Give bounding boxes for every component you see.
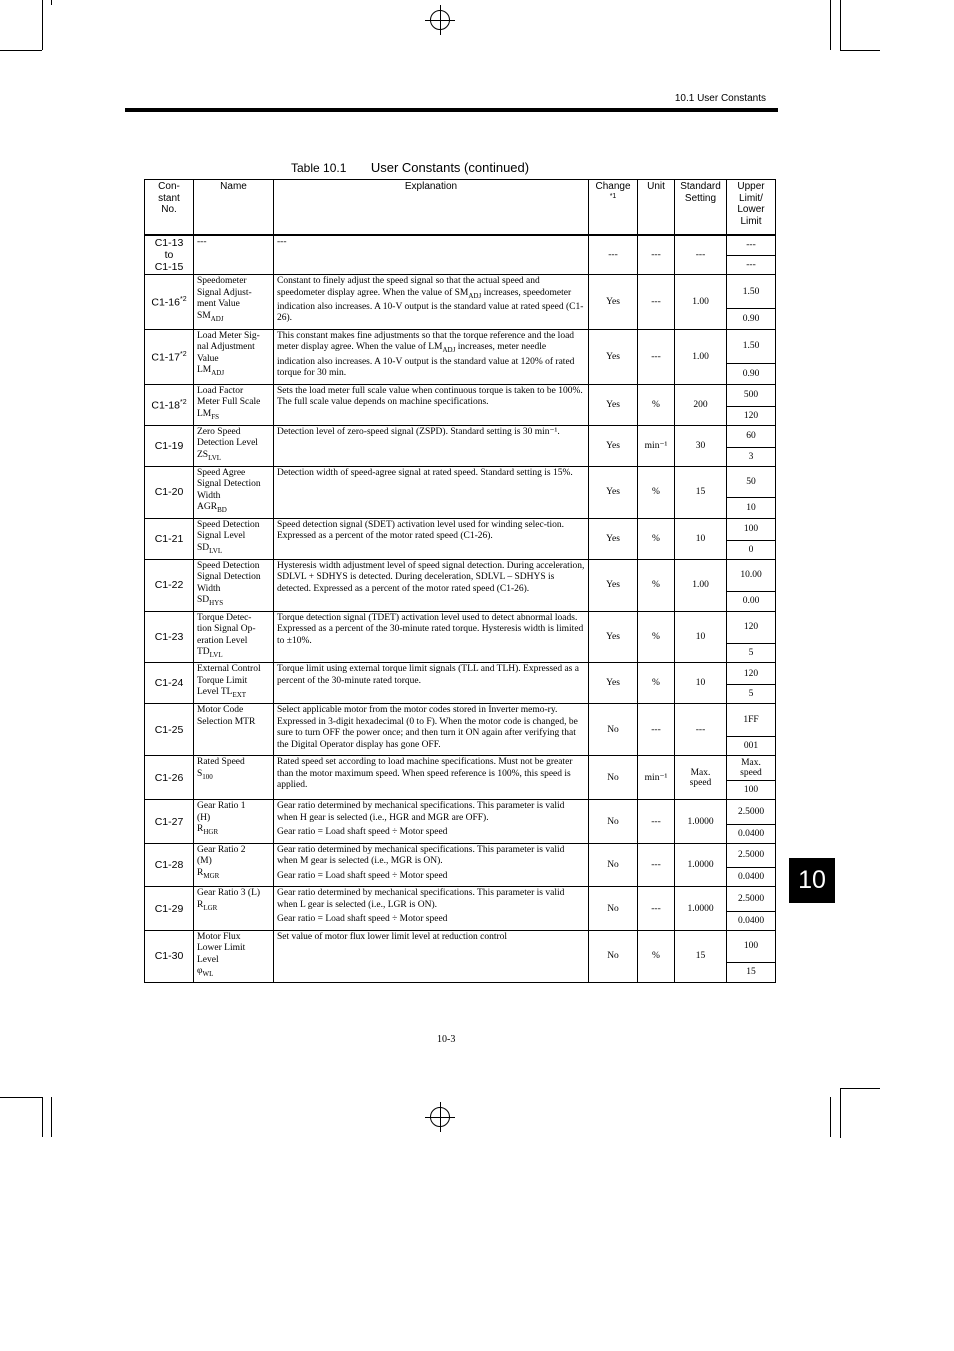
lower-limit-cell: 0.0400: [727, 824, 776, 843]
explanation-cell: Constant to finely adjust the speed signal so that the actual speed and speedometer display agree. When the value of $SM_{ADJ}$ increases, speedometer indication also increases. A 10-V output is the standard value at rated speed (C1-26).: [274, 275, 589, 330]
col-header-standard: Standard Setting: [675, 180, 727, 236]
constant-number-cell: C1-28: [145, 843, 194, 887]
lower-limit-cell: 120: [727, 406, 776, 425]
lower-limit-cell: 0.0400: [727, 867, 776, 887]
lower-limit-cell: 100: [727, 781, 776, 800]
unit-cell: ---: [638, 843, 675, 887]
explanation-cell: Hysteresis width adjustment level of speed signal detection. During acceleration, SDLVL + SDHYS is detected. During deceleration, SDLVL – SDHYS is detected. Expressed as a percent of the motor rated speed (C1-26).: [274, 559, 589, 611]
name-with-subscript: $SM_{ADJ}$: [197, 310, 224, 323]
constant-number-cell: C1-29: [145, 887, 194, 931]
standard-setting-cell: ---: [675, 235, 727, 275]
unit-cell: %: [638, 930, 675, 982]
change-cell: No: [589, 756, 638, 800]
constant-number-cell: C1-27: [145, 800, 194, 844]
crop-mark: [0, 50, 42, 51]
name-with-subscript: Level $TL_{EXT}$: [197, 687, 247, 700]
standard-setting-cell: 10: [675, 663, 727, 704]
upper-limit-cell: 500: [727, 384, 776, 406]
lower-limit-cell: 0.0400: [727, 911, 776, 930]
constant-name-cell: Rated Speed $S_{100}$: [194, 756, 274, 800]
upper-limit-cell: Max. speed: [727, 756, 776, 781]
table-row: [145, 275, 776, 309]
name-with-subscript: $SD_{HYS}$: [197, 595, 224, 608]
upper-limit-cell: 2.5000: [727, 800, 776, 824]
change-cell: Yes: [589, 559, 638, 611]
table-row: [145, 235, 776, 255]
change-cell: Yes: [589, 275, 638, 330]
lower-limit-cell: 10: [727, 498, 776, 519]
name-with-subscript: $AGR_{BD}$: [197, 502, 227, 515]
explanation-cell: Sets the load meter full scale value when continuous torque is taken to be 100%. The full scale value depends on machine specifications.: [274, 384, 589, 425]
user-constants-table: [144, 179, 776, 983]
unit-cell: ---: [638, 887, 675, 931]
crop-mark: [840, 1088, 880, 1089]
constant-name-cell: Load Factor Meter Full Scale $LM_{FS}$: [194, 384, 274, 425]
registration-mark-icon: [425, 5, 455, 35]
change-cell: Yes: [589, 329, 638, 384]
lower-limit-cell: 0.90: [727, 363, 776, 384]
constant-number-cell: C1-24: [145, 663, 194, 704]
col-header-explanation: Explanation: [274, 180, 589, 236]
unit-cell: min⁻¹: [638, 425, 675, 466]
col-header-limits: Upper Limit/ Lower Limit: [727, 180, 776, 236]
explanation-cell: Torque limit using external torque limit signals (TLL and TLH). Expressed as a percent of the 30-minute rated torque.: [274, 663, 589, 704]
lower-limit-cell: 001: [727, 736, 776, 756]
standard-setting-cell: 1.00: [675, 559, 727, 611]
table-row: [145, 843, 776, 867]
table-row: [145, 559, 776, 591]
constant-name-cell: Torque Detec- tion Signal Op- eration Level $TD_{LVL}$: [194, 611, 274, 663]
table-row: [145, 611, 776, 643]
table-row: [145, 704, 776, 736]
name-with-subscript: $LM_{ADJ}$: [197, 365, 225, 378]
constant-number-cell: C1-30: [145, 930, 194, 982]
explanation-cell: Set value of motor flux lower limit level at reduction control: [274, 930, 589, 982]
table-header-row: [145, 180, 776, 236]
change-cell: Yes: [589, 466, 638, 518]
name-with-subscript: $S_{100}$: [197, 768, 213, 781]
explanation-cell: Gear ratio determined by mechanical specifications. This parameter is valid when H gear is selected (i.e., HGR and MGR are OFF). Gear ratio = Load shaft speed ÷ Motor speed: [274, 800, 589, 844]
crop-mark: [830, 1097, 831, 1137]
upper-limit-cell: 60: [727, 425, 776, 447]
name-with-subscript: $LM_{FS}$: [197, 408, 220, 421]
unit-cell: ---: [638, 800, 675, 844]
constant-name-cell: Speed Agree Signal Detection Width $AGR_{BD}$: [194, 466, 274, 518]
constant-name-cell: External Control Torque Limit Level $TL_{EXT}$: [194, 663, 274, 704]
standard-setting-cell: 1.0000: [675, 887, 727, 931]
unit-cell: %: [638, 466, 675, 518]
table-row: [145, 384, 776, 406]
constant-number-cell: C1-23: [145, 611, 194, 663]
explanation-cell: Gear ratio determined by mechanical specifications. This parameter is valid when L gear is selected (i.e., LGR is ON). Gear ratio = Load shaft speed ÷ Motor speed: [274, 887, 589, 931]
change-cell: Yes: [589, 663, 638, 704]
standard-setting-cell: 10: [675, 518, 727, 559]
lower-limit-cell: 5: [727, 685, 776, 704]
chapter-tab: 10: [789, 858, 835, 903]
upper-limit-cell: 1.50: [727, 275, 776, 309]
crop-mark: [51, 1097, 52, 1137]
unit-cell: ---: [638, 329, 675, 384]
standard-setting-cell: 15: [675, 930, 727, 982]
upper-limit-cell: 2.5000: [727, 887, 776, 911]
name-with-subscript: $R_{HGR}$: [197, 824, 219, 837]
table-row: [145, 425, 776, 447]
unit-cell: %: [638, 384, 675, 425]
constant-number-cell: C1-20: [145, 466, 194, 518]
lower-limit-cell: 0.90: [727, 309, 776, 330]
table-row: [145, 800, 776, 824]
name-with-subscript: $R_{LGR}$: [197, 899, 218, 912]
lower-limit-cell: ---: [727, 255, 776, 275]
crop-mark: [0, 1097, 42, 1098]
lower-limit-cell: 5: [727, 643, 776, 663]
upper-limit-cell: 120: [727, 611, 776, 643]
explanation-cell: This constant makes fine adjustments so that the torque reference and the load meter display agree. When the value of $LM_{ADJ}$ increases, meter needle indication also increases. A 10-V output is the standard value at 120% of rated torque for 30 min.: [274, 329, 589, 384]
unit-cell: %: [638, 663, 675, 704]
standard-setting-cell: 15: [675, 466, 727, 518]
standard-setting-cell: Max. speed: [675, 756, 727, 800]
change-footnote: *1: [609, 192, 617, 200]
constant-number-cell: C1-19: [145, 425, 194, 466]
change-cell: Yes: [589, 384, 638, 425]
name-with-subscript: $R_{MGR}$: [197, 867, 220, 880]
page-number: 10-3: [437, 1034, 456, 1045]
table-body: [145, 235, 776, 982]
lower-limit-cell: 0.00: [727, 591, 776, 611]
table-caption: [291, 159, 529, 177]
change-cell: Yes: [589, 611, 638, 663]
table-title: User Constants (continued): [370, 160, 530, 175]
constant-name-cell: Zero Speed Detection Level $ZS_{LVL}$: [194, 425, 274, 466]
change-cell: No: [589, 930, 638, 982]
name-with-subscript: $SD_{LVL}$: [197, 542, 223, 555]
change-cell: ---: [589, 235, 638, 275]
standard-setting-cell: 200: [675, 384, 727, 425]
constant-number-cell: C1-13 to C1-15: [145, 235, 194, 275]
explanation-cell: Detection width of speed-agree signal at rated speed. Standard setting is 15%.: [274, 466, 589, 518]
explanation-cell: Torque detection signal (TDET) activation level used to detect abnormal loads. Expressed as a percent of the 30-minute rated torque. Hysteresis width is limited to ±10%.: [274, 611, 589, 663]
explanation-cell: Select applicable motor from the motor codes stored in Inverter memo-ry. Expressed in 3-digit hexadecimal (0 to F). When the motor code is changed, be sure to turn OFF the power once; and then turn it ON again after verifying that the Digital Operator display has gone OFF.: [274, 704, 589, 756]
constant-number-cell: C1-18$^{*2}$: [145, 384, 194, 425]
change-cell: No: [589, 800, 638, 844]
col-header-unit: Unit: [638, 180, 675, 236]
unit-cell: %: [638, 611, 675, 663]
standard-setting-cell: 1.0000: [675, 800, 727, 844]
crop-mark: [840, 0, 841, 50]
table-row: [145, 887, 776, 911]
upper-limit-cell: ---: [727, 235, 776, 255]
name-with-subscript: $TD_{LVL}$: [197, 647, 223, 659]
constant-name-cell: ---: [194, 235, 274, 275]
constant-name-cell: Speedometer Signal Adjust- ment Value $SM_{ADJ}$: [194, 275, 274, 330]
header-rule: [125, 108, 778, 112]
upper-limit-cell: 1FF: [727, 704, 776, 736]
lower-limit-cell: 0: [727, 540, 776, 559]
col-header-name: Name: [194, 180, 274, 236]
constant-name-cell: Load Meter Sig- nal Adjustment Value $LM_{ADJ}$: [194, 329, 274, 384]
upper-limit-cell: 100: [727, 930, 776, 962]
constant-number-cell: C1-22: [145, 559, 194, 611]
table-row: [145, 663, 776, 685]
change-cell: Yes: [589, 518, 638, 559]
constant-name-cell: Gear Ratio 2 (M) $R_{MGR}$: [194, 843, 274, 887]
upper-limit-cell: 2.5000: [727, 843, 776, 867]
table-row: [145, 930, 776, 962]
standard-setting-cell: ---: [675, 704, 727, 756]
table-row: [145, 466, 776, 497]
upper-limit-cell: 10.00: [727, 559, 776, 591]
crop-mark: [42, 0, 43, 50]
unit-cell: min⁻¹: [638, 756, 675, 800]
constant-number-cell: C1-16$^{*2}$: [145, 275, 194, 330]
unit-cell: ---: [638, 275, 675, 330]
unit-cell: %: [638, 518, 675, 559]
name-with-subscript: $\varphi_{WL}$: [197, 966, 214, 979]
upper-limit-cell: 50: [727, 466, 776, 497]
explanation-cell: ---: [274, 235, 589, 275]
upper-limit-cell: 100: [727, 518, 776, 540]
explanation-cell: Gear ratio determined by mechanical specifications. This parameter is valid when M gear is selected (i.e., MGR is ON). Gear ratio = Load shaft speed ÷ Motor speed: [274, 843, 589, 887]
crop-mark: [840, 1088, 841, 1138]
crop-mark: [42, 1097, 43, 1137]
standard-setting-cell: 1.00: [675, 329, 727, 384]
change-cell: No: [589, 887, 638, 931]
constant-name-cell: Motor Code Selection MTR: [194, 704, 274, 756]
table-number: Table 10.1: [291, 161, 347, 175]
unit-cell: ---: [638, 235, 675, 275]
registration-mark-icon: [425, 1102, 455, 1132]
change-cell: No: [589, 704, 638, 756]
constant-name-cell: Speed Detection Signal Detection Width $SD_{HYS}$: [194, 559, 274, 611]
explanation-cell: Speed detection signal (SDET) activation level used for winding selec-tion. Expressed as a percent of the motor rated speed (C1-26).: [274, 518, 589, 559]
explanation-cell: Rated speed set according to load machine specifications. Must not be greater than the motor maximum speed. When speed reference is 100%, this speed is applied.: [274, 756, 589, 800]
constant-number-cell: C1-26: [145, 756, 194, 800]
table-row: [145, 329, 776, 363]
table-row: [145, 518, 776, 540]
constant-name-cell: Gear Ratio 1 (H) $R_{HGR}$: [194, 800, 274, 844]
constant-number-cell: C1-25: [145, 704, 194, 756]
constant-number-cell: C1-17$^{*2}$: [145, 329, 194, 384]
unit-cell: %: [638, 559, 675, 611]
constant-number-cell: C1-21: [145, 518, 194, 559]
col-header-change: Change *1: [589, 180, 638, 236]
lower-limit-cell: 3: [727, 447, 776, 466]
crop-mark: [830, 0, 831, 50]
unit-cell: ---: [638, 704, 675, 756]
upper-limit-cell: 120: [727, 663, 776, 685]
standard-setting-cell: 1.00: [675, 275, 727, 330]
change-cell: Yes: [589, 425, 638, 466]
constant-name-cell: Gear Ratio 3 (L) $R_{LGR}$: [194, 887, 274, 931]
crop-mark: [840, 50, 880, 51]
col-header-constant: Con- stant No.: [145, 180, 194, 236]
running-header: 10.1 User Constants: [674, 93, 766, 104]
standard-setting-cell: 10: [675, 611, 727, 663]
table-row: [145, 756, 776, 781]
name-with-subscript: $ZS_{LVL}$: [197, 449, 222, 462]
crop-mark: [51, 0, 52, 5]
constant-name-cell: Motor Flux Lower Limit Level $\varphi_{WL}$: [194, 930, 274, 982]
standard-setting-cell: 30: [675, 425, 727, 466]
explanation-cell: Detection level of zero-speed signal (ZSPD). Standard setting is 30 min⁻¹.: [274, 425, 589, 466]
upper-limit-cell: 1.50: [727, 329, 776, 363]
constant-name-cell: Speed Detection Signal Level $SD_{LVL}$: [194, 518, 274, 559]
lower-limit-cell: 15: [727, 962, 776, 982]
standard-setting-cell: 1.0000: [675, 843, 727, 887]
change-cell: No: [589, 843, 638, 887]
